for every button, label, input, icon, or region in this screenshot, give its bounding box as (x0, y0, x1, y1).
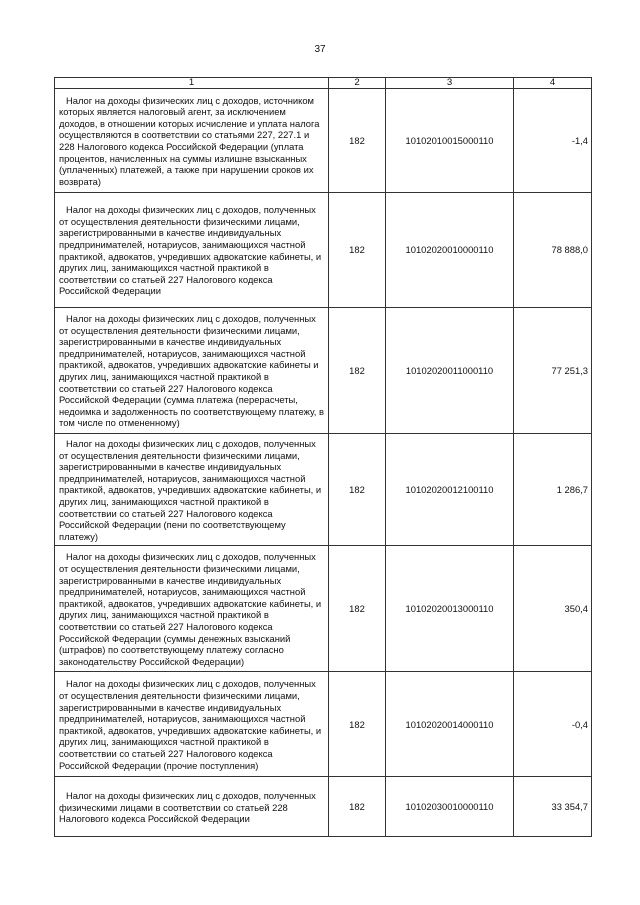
row-budget-code: 10102020011000110 (386, 308, 514, 434)
column-header-3: 3 (386, 78, 514, 89)
row-description: Налог на доходы физических лиц с доходов, полученных от осуществления деятельности физическими лицами, зарегистрированными в качестве индивидуальных предпринимателей, нотариусов, занимающихся частной практикой, адвокатов, учредивших адвокатские кабинеты, и других лиц, занимающихся частной практикой в соответствии со статьей 227 Налогового кодекса Российской Федерации (пени по соответствующему платежу) (55, 434, 329, 546)
row-admin-code: 182 (329, 193, 386, 308)
table-row (55, 193, 592, 308)
row-admin-code: 182 (329, 308, 386, 434)
row-amount: 1 286,7 (514, 434, 592, 546)
row-description: Налог на доходы физических лиц с доходов, источником которых является налоговый агент, за исключением доходов, в отношении которых исчисление и уплата налога осуществляются в соответствии со статьями 227, 227.1 и 228 Налогового кодекса Российской Федерации (уплата процентов, начисленных на суммы излишне взысканных (уплаченных) платежей, а также при нарушении сроков их возврата) (55, 89, 329, 193)
row-amount: -1,4 (514, 89, 592, 193)
row-amount: -0,4 (514, 672, 592, 777)
row-amount: 78 888,0 (514, 193, 592, 308)
row-admin-code: 182 (329, 546, 386, 672)
row-budget-code: 10102020012100110 (386, 434, 514, 546)
row-admin-code: 182 (329, 434, 386, 546)
table-row (55, 89, 592, 193)
column-header-2: 2 (329, 78, 386, 89)
row-description: Налог на доходы физических лиц с доходов, полученных от осуществления деятельности физическими лицами, зарегистрированными в качестве индивидуальных предпринимателей, нотариусов, занимающихся частной практикой, адвокатов, учредивших адвокатские кабинеты и других лиц, занимающихся частной практикой в соответствии со статьей 227 Налогового кодекса Российской Федерации (сумма платежа (перерасчеты, недоимка и задолженность по соответствующему платежу, в том числе по отмененному) (55, 308, 329, 434)
row-description: Налог на доходы физических лиц с доходов, полученных физическими лицами в соответствии со статьей 228 Налогового кодекса Российской Федерации (55, 777, 329, 837)
page-number: 37 (314, 44, 326, 55)
table-row (55, 546, 592, 672)
table-row (55, 777, 592, 837)
table-header-row (55, 78, 592, 89)
column-header-4: 4 (514, 78, 592, 89)
revenue-table (54, 77, 592, 837)
row-admin-code: 182 (329, 89, 386, 193)
row-budget-code: 10102020014000110 (386, 672, 514, 777)
row-amount: 33 354,7 (514, 777, 592, 837)
row-budget-code: 10102020013000110 (386, 546, 514, 672)
table-row (55, 434, 592, 546)
row-budget-code: 10102010015000110 (386, 89, 514, 193)
row-admin-code: 182 (329, 672, 386, 777)
row-amount: 350,4 (514, 546, 592, 672)
row-amount: 77 251,3 (514, 308, 592, 434)
table-row (55, 308, 592, 434)
row-description: Налог на доходы физических лиц с доходов, полученных от осуществления деятельности физическими лицами, зарегистрированными в качестве индивидуальных предпринимателей, нотариусов, занимающихся частной практикой, адвокатов, учредивших адвокатские кабинеты, и других лиц, занимающихся частной практикой в соответствии со статьей 227 Налогового кодекса Российской Федерации (55, 193, 329, 308)
table-row (55, 672, 592, 777)
row-budget-code: 10102030010000110 (386, 777, 514, 837)
row-description: Налог на доходы физических лиц с доходов, полученных от осуществления деятельности физическими лицами, зарегистрированными в качестве индивидуальных предпринимателей, нотариусов, занимающихся частной практикой, адвокатов, учредивших адвокатские кабинеты, и других лиц, занимающихся частной практикой в соответствии со статьей 227 Налогового кодекса Российской Федерации (прочие поступления) (55, 672, 329, 777)
row-admin-code: 182 (329, 777, 386, 837)
column-header-1: 1 (55, 78, 329, 89)
row-budget-code: 10102020010000110 (386, 193, 514, 308)
row-description: Налог на доходы физических лиц с доходов, полученных от осуществления деятельности физическими лицами, зарегистрированными в качестве индивидуальных предпринимателей, нотариусов, занимающихся частной практикой, адвокатов, учредивших адвокатские кабинеты, и других лиц, занимающихся частной практикой в соответствии со статьей 227 Налогового кодекса Российской Федерации (суммы денежных взысканий (штрафов) по соответствующему платежу согласно законодательству Российской Федерации) (55, 546, 329, 672)
